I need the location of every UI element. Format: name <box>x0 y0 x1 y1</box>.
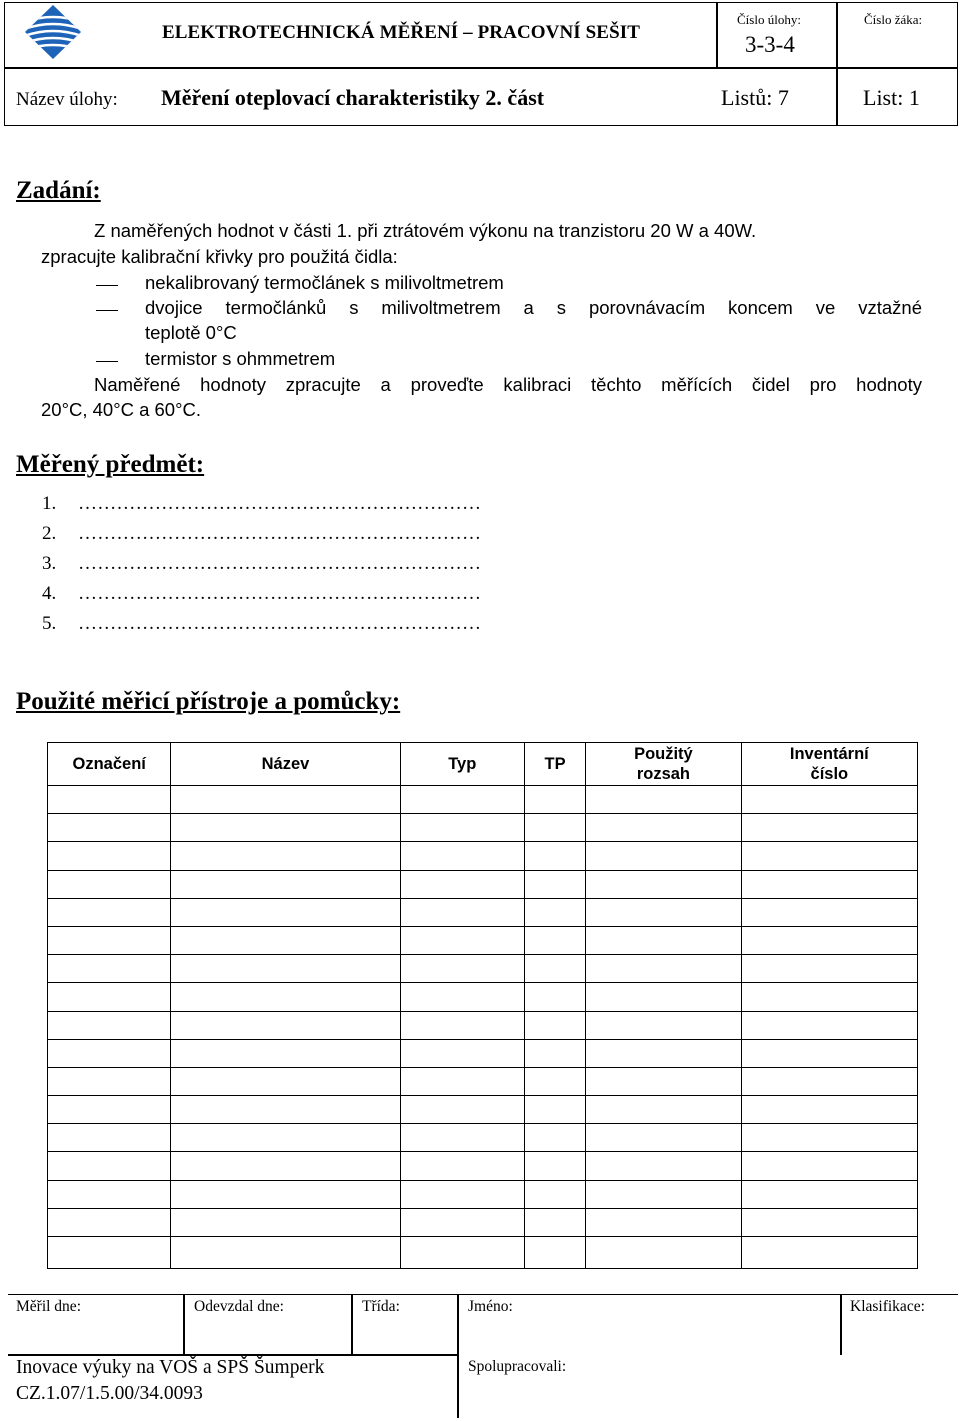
item-number: 2. <box>42 523 57 544</box>
instrument-cell[interactable] <box>741 1011 917 1039</box>
column-header-tp: TP <box>524 743 585 786</box>
column-header-designation: Označení <box>48 743 171 786</box>
assignment-line-4: 20°C, 40°C a 60°C. <box>41 399 201 420</box>
instrument-cell[interactable] <box>524 1124 585 1152</box>
instrument-cell[interactable] <box>524 814 585 842</box>
instrument-cell[interactable] <box>524 898 585 926</box>
item-number: 4. <box>42 583 57 604</box>
instrument-cell[interactable] <box>171 1096 400 1124</box>
instrument-cell[interactable] <box>524 1180 585 1208</box>
instrument-row <box>48 1096 918 1124</box>
instrument-cell[interactable] <box>741 1096 917 1124</box>
item-number: 3. <box>42 553 57 574</box>
column-header-inventory-text: Inventární číslo <box>789 745 869 783</box>
instrument-cell[interactable] <box>741 1039 917 1067</box>
instrument-cell[interactable] <box>741 842 917 870</box>
instrument-cell[interactable] <box>741 926 917 954</box>
student-number-label: Číslo žáka: <box>864 12 923 27</box>
instrument-cell[interactable] <box>171 786 400 814</box>
instrument-row <box>48 870 918 898</box>
instrument-cell[interactable] <box>524 983 585 1011</box>
instrument-cell[interactable] <box>741 1208 917 1236</box>
task-number-label: Číslo úlohy: <box>737 12 801 27</box>
collaborators-label: Spolupracovali: <box>468 1358 567 1375</box>
instrument-row <box>48 1152 918 1180</box>
instrument-row <box>48 898 918 926</box>
instrument-cell[interactable] <box>48 870 171 898</box>
instrument-cell[interactable] <box>171 1039 400 1067</box>
project-code: CZ.1.07/1.5.00/34.0093 <box>16 1383 203 1404</box>
instrument-cell[interactable] <box>586 870 742 898</box>
instrument-cell[interactable] <box>171 1011 400 1039</box>
instrument-cell[interactable] <box>524 1152 585 1180</box>
instrument-cell[interactable] <box>171 983 400 1011</box>
instrument-row <box>48 1208 918 1236</box>
column-header-inventory <box>741 743 917 786</box>
school-logo-icon <box>24 4 82 60</box>
instrument-cell[interactable] <box>400 1011 524 1039</box>
instruments-table-header <box>48 743 918 786</box>
instrument-cell[interactable] <box>48 1039 171 1067</box>
instrument-cell[interactable] <box>400 1124 524 1152</box>
instrument-cell[interactable] <box>48 1180 171 1208</box>
instrument-cell[interactable] <box>171 842 400 870</box>
instrument-cell[interactable] <box>524 926 585 954</box>
worksheet-title: ELEKTROTECHNICKÁ MĚŘENÍ – PRACOVNÍ SEŠIT <box>161 22 641 43</box>
instrument-cell[interactable] <box>48 1208 171 1236</box>
instrument-cell[interactable] <box>400 1152 524 1180</box>
class-label: Třída: <box>362 1298 400 1315</box>
instrument-row <box>48 926 918 954</box>
bullet-item: dvojice termočlánků s milivoltmetrem a s porovnávacím koncem ve vztažné <box>145 297 922 318</box>
instrument-row <box>48 842 918 870</box>
instrument-cell[interactable] <box>48 983 171 1011</box>
instrument-cell[interactable] <box>171 1124 400 1152</box>
instrument-cell[interactable] <box>171 926 400 954</box>
instrument-cell[interactable] <box>586 1208 742 1236</box>
instrument-cell[interactable] <box>400 786 524 814</box>
instrument-cell[interactable] <box>48 1067 171 1095</box>
instrument-cell[interactable] <box>400 1096 524 1124</box>
instrument-cell[interactable] <box>400 870 524 898</box>
bullet-dash <box>96 310 118 311</box>
instrument-cell[interactable] <box>48 814 171 842</box>
instrument-cell[interactable] <box>171 870 400 898</box>
instrument-cell[interactable] <box>741 1067 917 1095</box>
instrument-row <box>48 1237 918 1269</box>
instrument-row <box>48 955 918 983</box>
item-dots[interactable]: ……………………………………………………… <box>78 523 482 544</box>
instrument-cell[interactable] <box>586 1067 742 1095</box>
instrument-cell[interactable] <box>48 1152 171 1180</box>
instrument-cell[interactable] <box>48 1096 171 1124</box>
project-name: Inovace výuky na VOŠ a SPŠ Šumperk <box>16 1357 325 1378</box>
instrument-cell[interactable] <box>400 1208 524 1236</box>
item-dots[interactable]: ……………………………………………………… <box>78 613 482 634</box>
instrument-cell[interactable] <box>586 1237 742 1269</box>
instrument-cell[interactable] <box>48 898 171 926</box>
instrument-cell[interactable] <box>741 955 917 983</box>
instrument-cell[interactable] <box>524 842 585 870</box>
instrument-cell[interactable] <box>400 1237 524 1269</box>
instrument-cell[interactable] <box>400 1039 524 1067</box>
sheets-count: Listů: 7 <box>721 85 789 110</box>
instrument-row <box>48 1011 918 1039</box>
instrument-cell[interactable] <box>586 842 742 870</box>
instrument-cell[interactable] <box>48 926 171 954</box>
instrument-cell[interactable] <box>586 814 742 842</box>
item-dots[interactable]: ……………………………………………………… <box>78 493 482 514</box>
assignment-line-1: Z naměřených hodnot v části 1. při ztrátovém výkonu na tranzistoru 20 W a 40W. <box>94 220 757 241</box>
measured-on-label: Měřil dne: <box>16 1298 81 1315</box>
column-header-range-text: Použitý rozsah <box>634 745 693 783</box>
column-header-type: Typ <box>400 743 524 786</box>
instrument-row <box>48 1124 918 1152</box>
instrument-cell[interactable] <box>586 786 742 814</box>
instrument-cell[interactable] <box>741 898 917 926</box>
instrument-cell[interactable] <box>171 1067 400 1095</box>
instrument-cell[interactable] <box>741 1152 917 1180</box>
column-header-range <box>586 743 742 786</box>
bullet-item-continuation: teplotě 0°C <box>145 322 237 343</box>
instrument-cell[interactable] <box>171 898 400 926</box>
instrument-cell[interactable] <box>48 786 171 814</box>
instrument-cell[interactable] <box>400 926 524 954</box>
bullet-item: termistor s ohmmetrem <box>145 348 336 369</box>
instrument-cell[interactable] <box>400 898 524 926</box>
bullet-item: nekalibrovaný termočlánek s milivoltmetrem <box>145 272 504 293</box>
instrument-cell[interactable] <box>48 842 171 870</box>
instrument-cell[interactable] <box>741 1237 917 1269</box>
instrument-cell[interactable] <box>524 1067 585 1095</box>
instrument-cell[interactable] <box>48 955 171 983</box>
instrument-cell[interactable] <box>524 1039 585 1067</box>
instrument-row <box>48 786 918 814</box>
task-number: 3-3-4 <box>745 32 795 57</box>
instrument-row <box>48 1067 918 1095</box>
submitted-on-label: Odevzdal dne: <box>194 1298 284 1315</box>
instrument-cell[interactable] <box>586 926 742 954</box>
instrument-cell[interactable] <box>171 955 400 983</box>
instrument-cell[interactable] <box>400 842 524 870</box>
instrument-cell[interactable] <box>586 1152 742 1180</box>
instrument-cell[interactable] <box>741 1124 917 1152</box>
instrument-cell[interactable] <box>524 870 585 898</box>
instrument-cell[interactable] <box>524 1011 585 1039</box>
instrument-cell[interactable] <box>586 1180 742 1208</box>
task-name-label: Název úlohy: <box>16 89 118 110</box>
assignment-line-2: zpracujte kalibrační křivky pro použitá čidla: <box>41 246 398 267</box>
instrument-cell[interactable] <box>586 898 742 926</box>
instrument-cell[interactable] <box>171 1237 400 1269</box>
instrument-cell[interactable] <box>741 870 917 898</box>
bullet-dash <box>96 361 118 362</box>
instrument-cell[interactable] <box>48 1237 171 1269</box>
item-number: 5. <box>42 613 57 634</box>
instrument-cell[interactable] <box>400 814 524 842</box>
instrument-cell[interactable] <box>400 1180 524 1208</box>
column-header-name: Název <box>171 743 400 786</box>
assignment-heading: Zadání: <box>16 177 101 204</box>
instrument-cell[interactable] <box>586 955 742 983</box>
instrument-cell[interactable] <box>400 955 524 983</box>
instrument-cell[interactable] <box>586 1011 742 1039</box>
instrument-row <box>48 814 918 842</box>
instruments-heading: Použité měřicí přístroje a pomůcky: <box>16 688 401 715</box>
instrument-cell[interactable] <box>586 983 742 1011</box>
instrument-cell[interactable] <box>524 1096 585 1124</box>
item-dots[interactable]: ……………………………………………………… <box>78 583 482 604</box>
instrument-cell[interactable] <box>48 1124 171 1152</box>
instruments-table-body <box>48 786 918 1269</box>
instrument-cell[interactable] <box>171 814 400 842</box>
instrument-cell[interactable] <box>400 983 524 1011</box>
instrument-cell[interactable] <box>586 1096 742 1124</box>
instrument-cell[interactable] <box>741 814 917 842</box>
classification-label: Klasifikace: <box>850 1298 925 1315</box>
instrument-cell[interactable] <box>171 1152 400 1180</box>
item-number: 1. <box>42 493 57 514</box>
instrument-cell[interactable] <box>741 786 917 814</box>
instrument-cell[interactable] <box>741 983 917 1011</box>
instrument-row <box>48 983 918 1011</box>
instrument-cell[interactable] <box>524 1208 585 1236</box>
sheet-number: List: 1 <box>863 85 920 110</box>
instruments-table <box>47 742 918 1269</box>
item-dots[interactable]: ……………………………………………………… <box>78 553 482 574</box>
instrument-cell[interactable] <box>524 955 585 983</box>
instrument-row <box>48 1180 918 1208</box>
instrument-row <box>48 1039 918 1067</box>
instrument-cell[interactable] <box>524 1237 585 1269</box>
instrument-cell[interactable] <box>171 1208 400 1236</box>
task-name: Měření oteplovací charakteristiky 2. část <box>161 85 545 110</box>
instrument-cell[interactable] <box>586 1039 742 1067</box>
instrument-cell[interactable] <box>741 1180 917 1208</box>
name-label: Jméno: <box>468 1298 513 1315</box>
instrument-cell[interactable] <box>586 1124 742 1152</box>
measured-object-heading: Měřený předmět: <box>16 451 205 478</box>
assignment-line-3: Naměřené hodnoty zpracujte a proveďte kalibraci těchto měřících čidel pro hodnoty <box>94 374 922 395</box>
instrument-cell[interactable] <box>524 786 585 814</box>
instrument-cell[interactable] <box>48 1011 171 1039</box>
instrument-cell[interactable] <box>171 1180 400 1208</box>
bullet-dash <box>96 285 118 286</box>
instrument-cell[interactable] <box>400 1067 524 1095</box>
